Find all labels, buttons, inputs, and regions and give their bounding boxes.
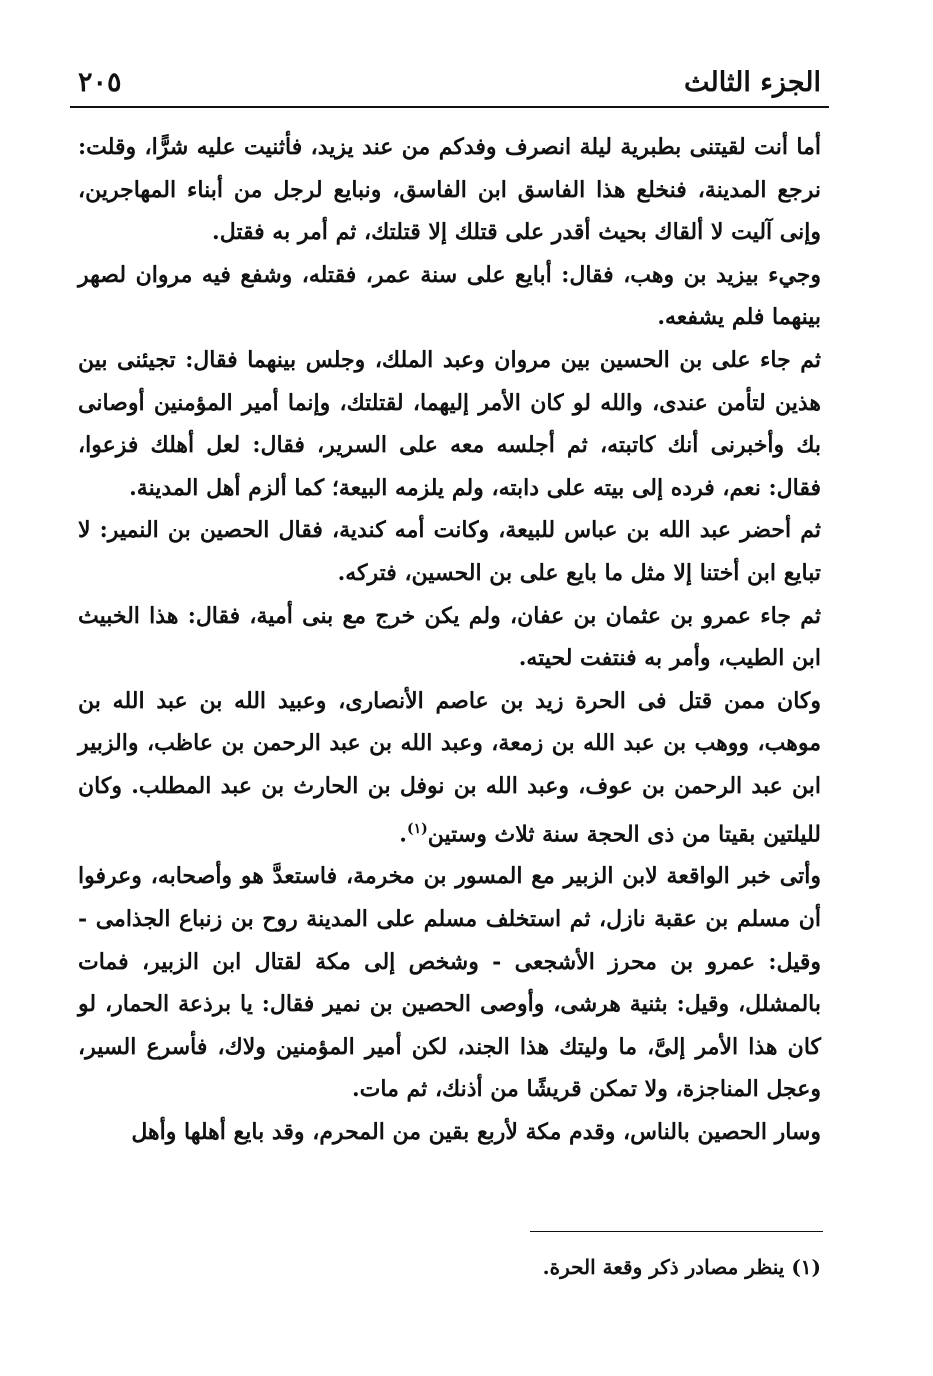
paragraph: وأتى خبر الواقعة لابن الزبير مع المسور بن مخرمة، فاستعدَّ هو وأصحابه، وعرفوا أن مسلم بن عقبة نازل، ثم استخلف مسلم على المدينة روح بن زنباع الجذامى - وقيل: عمرو بن محرز الأشجعى - وشخص إلى مكة لقتال ابن الزبير، فمات بالمشلل، وقيل: بثنية هرشى، وأوصى الحصين بن نمير فقال: يا برذعة الحمار، لو كان هذا الأمر إلىَّ، ما وليتك هذا الجند، لكن أمير المؤمنين ولاك، فأسرع السير، وعجل المناجزة، ولا تمكن قريشًا من أذنك، ثم مات. bbox=[78, 863, 821, 1103]
paragraph-end: . bbox=[399, 820, 407, 847]
paragraph: وجيء بيزيد بن وهب، فقال: أبايع على سنة عمر، فقتله، وشفع فيه مروان لصهر بينهما فلم يشفعه. bbox=[78, 261, 821, 331]
paragraph-text: وكان ممن قتل فى الحرة زيد بن عاصم الأنصارى، وعبيد الله بن عبد الله بن موهب، ووهب بن عبد الله بن زمعة، وعبد الله بن عبد الرحمن بن عاظب، والزبير ابن عبد الرحمن بن عوف، وعبد الله بن نوفل بن الحارث بن عبد المطلب. وكان لليلتين بقيتا من ذى الحجة سنة ثلاث وستين bbox=[78, 687, 821, 847]
footnote-marker: (١) bbox=[791, 1255, 821, 1279]
paragraph: أما أنت لقيتنى بطبرية ليلة انصرف وفدكم من عند يزيد، فأثنيت عليه شرًّا، وقلت: نرجع المدينة، فنخلع هذا الفاسق ابن الفاسق، ونبايع لرجل من أبناء المهاجرين، وإنى آليت لا ألقاك بحيث أقدر على قتلك إلا قتلتك، ثم أمر به فقتل. bbox=[78, 134, 821, 246]
running-head: الجزء الثالث bbox=[684, 66, 821, 98]
paragraph bbox=[78, 680, 821, 856]
footnote-text: ينظر مصادر ذكر وقعة الحرة. bbox=[542, 1255, 785, 1279]
paragraph: ثم أحضر عبد الله بن عباس للبيعة، وكانت أمه كندية، فقال الحصين بن النمير: لا تبايع ابن أختنا إلا مثل ما بايع على بن الحسين، فتركه. bbox=[78, 517, 821, 586]
page-number: ٢٠٥ bbox=[78, 66, 122, 98]
footnote-rule bbox=[530, 1231, 823, 1232]
page-header bbox=[78, 58, 821, 106]
paragraph: وسار الحصين بالناس، وقدم مكة لأربع بقين من المحرم، وقد بايع أهلها وأهل bbox=[131, 1118, 821, 1145]
header-rule bbox=[70, 106, 829, 108]
paragraph: ثم جاء عمرو بن عثمان بن عفان، ولم يكن خرج مع بنى أمية، فقال: هذا الخبيث ابن الطيب، وأمر به فنتفت لحيته. bbox=[78, 602, 821, 672]
footnote-reference: (١) bbox=[406, 820, 428, 837]
body-text bbox=[78, 126, 821, 1154]
footnote bbox=[78, 1252, 821, 1282]
paragraph: ثم جاء على بن الحسين بين مروان وعبد الملك، وجلس بينهما فقال: تجيئنى بين هذين لتأمن عندى، والله لو كان الأمر إليهما، لقتلتك، وإنما أمير المؤمنين أوصانى بك وأخبرنى أنك كاتبته، ثم أجلسه معه على السرير، فقال: لعل أهلك فزعوا، فقال: نعم، فرده إلى بيته على دابته، ولم يلزمه البيعة؛ كما ألزم أهل المدينة. bbox=[78, 346, 821, 501]
